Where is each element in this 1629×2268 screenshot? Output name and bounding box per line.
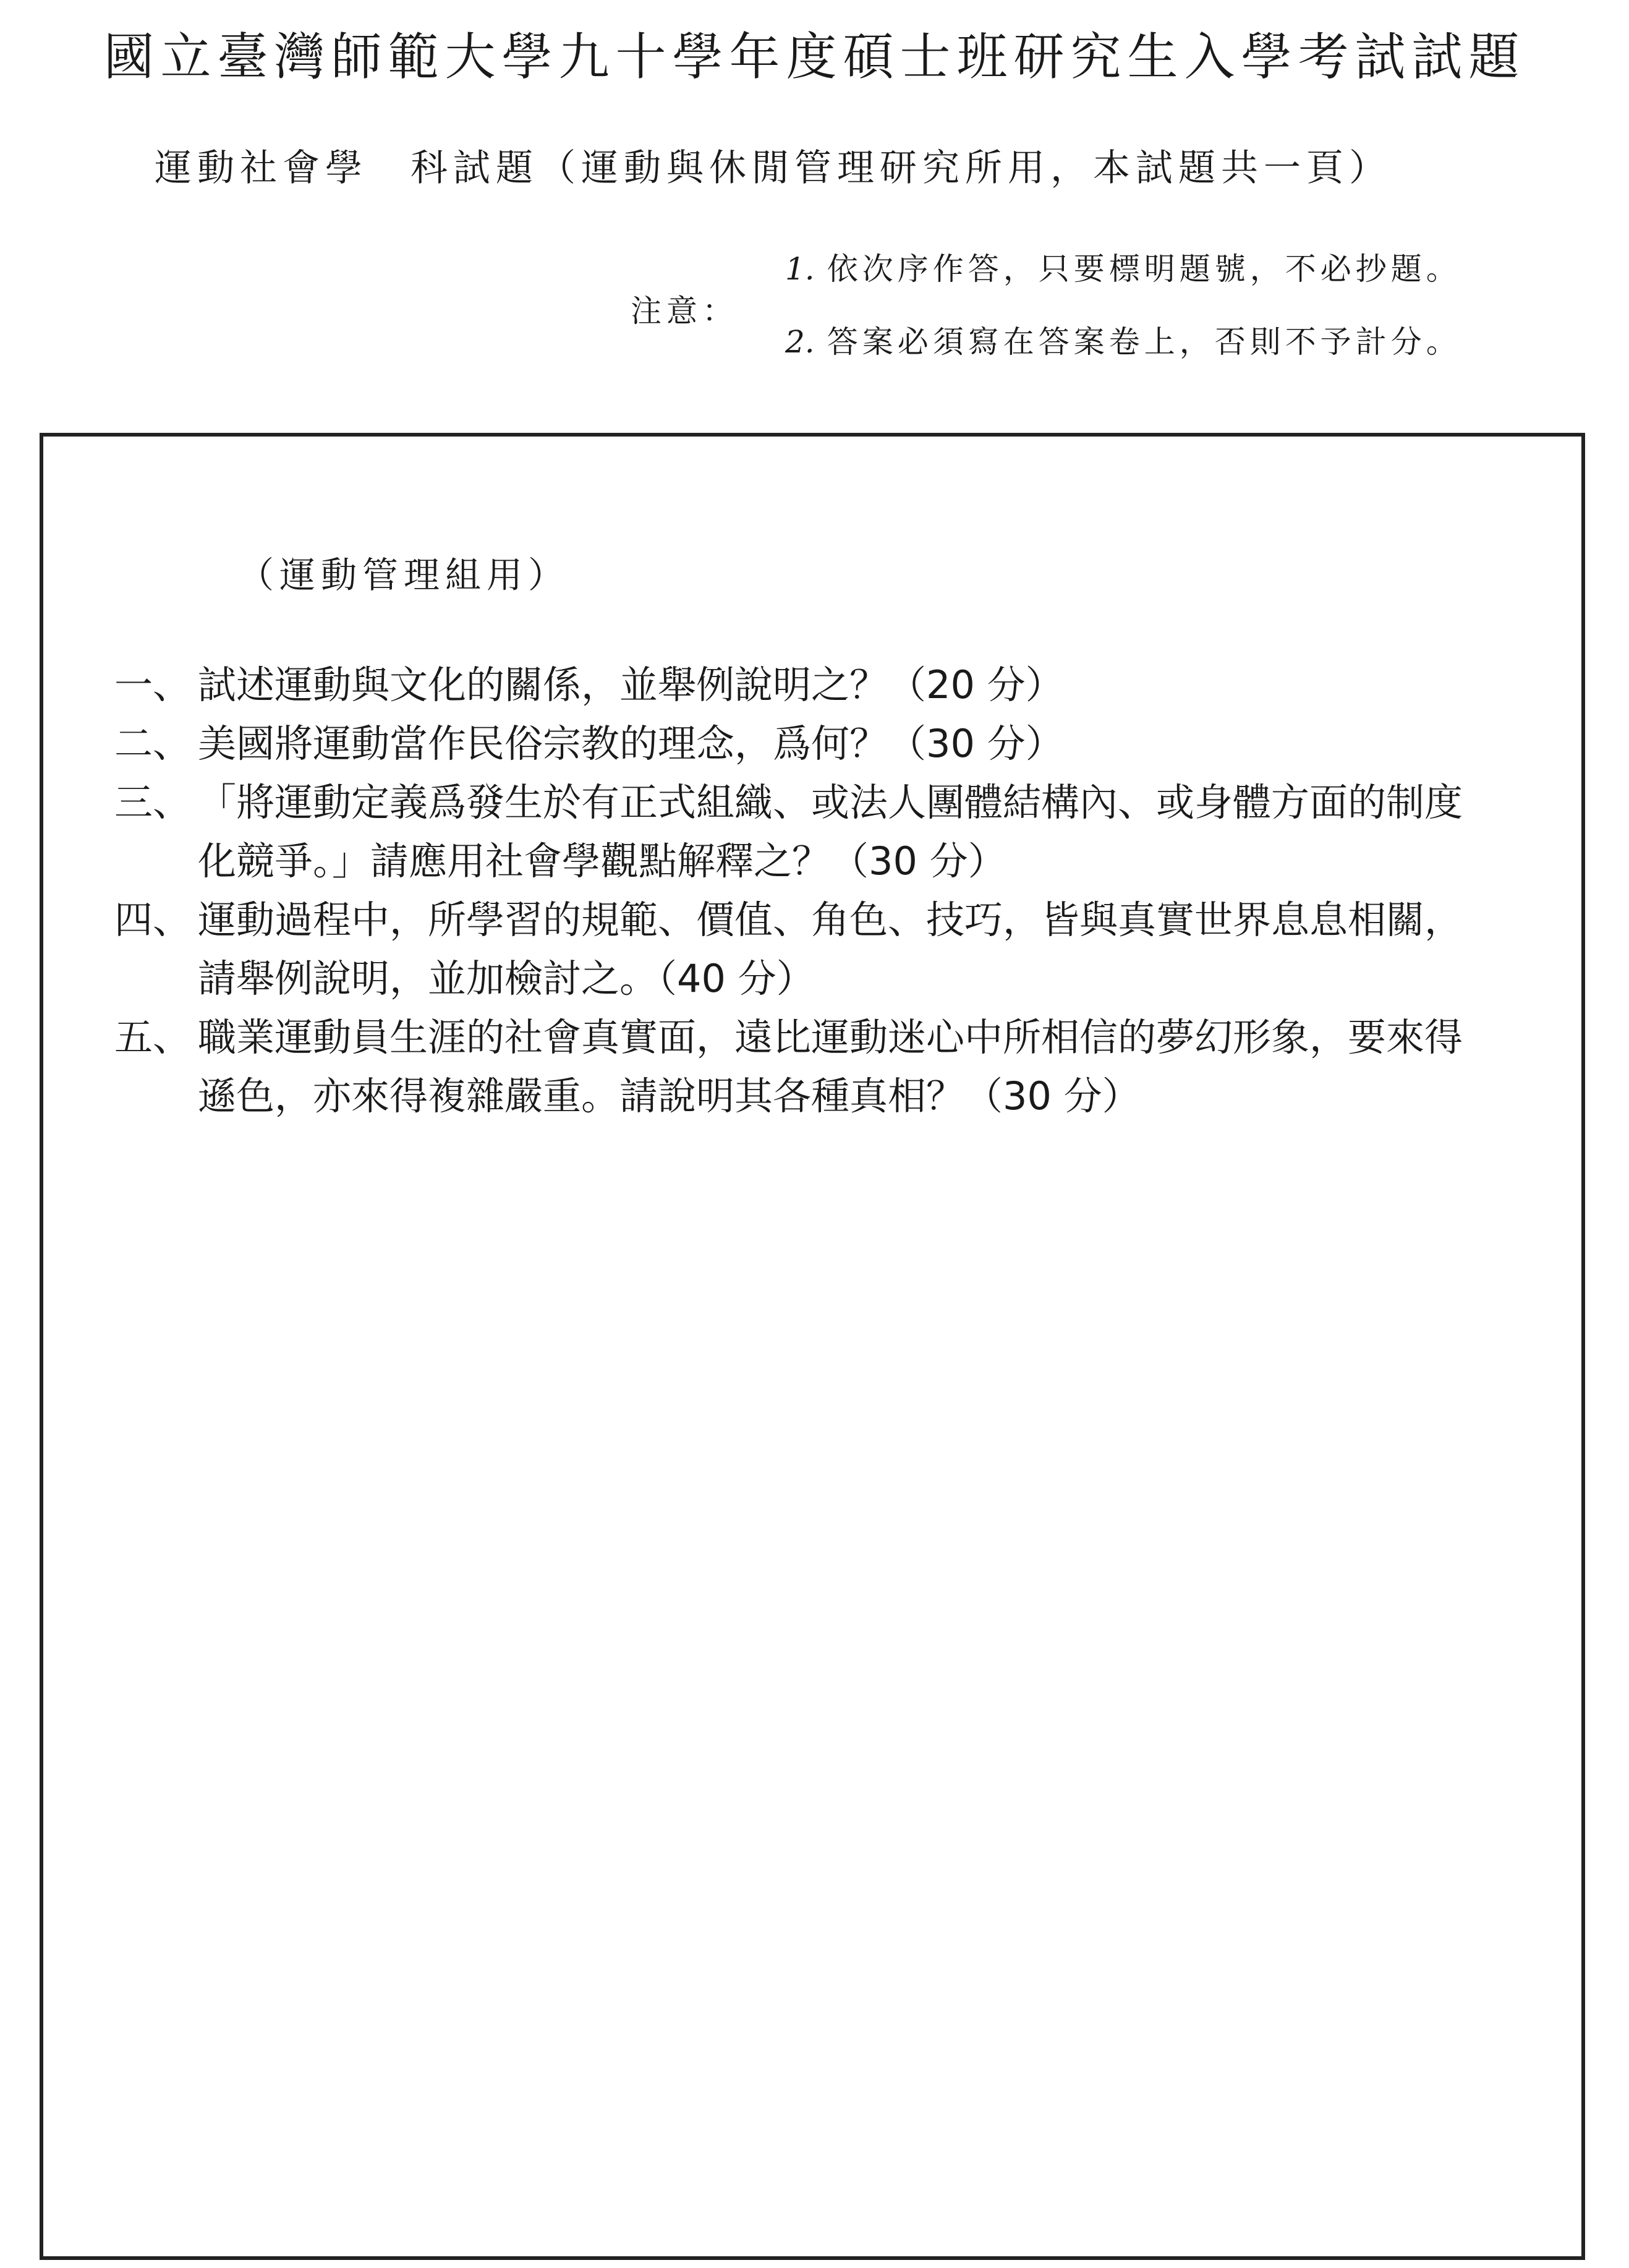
question-number: 一、 [114,662,192,707]
notice-label: 注意： [631,293,738,329]
question-number: 四、 [114,897,192,942]
question-item [114,773,1524,890]
question-item [114,714,1524,773]
notice-number: 1. [785,251,815,287]
group-label: （運動管理組用） [238,554,570,596]
notice-text: 答案必須寫在答案卷上，否則不予計分。 [827,324,1461,360]
question-text: 美國將運動當作民俗宗教的理念，爲何？（30 分） [198,721,1064,766]
question-item [114,655,1524,714]
question-item [114,1008,1524,1125]
notice-text: 依次序作答，只要標明題號，不必抄題。 [827,251,1461,287]
question-list [114,655,1524,1125]
notice-item [785,320,1461,393]
notice-item [785,247,1461,320]
question-number: 三、 [114,780,192,825]
question-text: 職業運動員生涯的社會真實面，遠比運動迷心中所相信的夢幻形象，要來得 遜色，亦來得複雜嚴重。請說明其各種真相？（30 分） [198,1015,1463,1119]
question-text: 「將運動定義爲發生於有正式組織、或法人團體結構內、或身體方面的制度 化競爭。」請應用社會學觀點解釋之？（30 分） [198,780,1463,884]
notice-list [785,247,1461,393]
question-text: 運動過程中，所學習的規範、價值、角色、技巧，皆與真實世界息息相關， 請舉例說明，並加檢討之。（40 分） [198,897,1463,1001]
question-number: 五、 [114,1015,192,1060]
exam-title: 國立臺灣師範大學九十學年度碩士班研究生入學考試試題 [103,28,1526,87]
question-text: 試述運動與文化的關係，並舉例說明之？（20 分） [198,662,1064,707]
exam-subtitle: 運動社會學 科試題（運動與休閒管理研究所用，本試題共一頁） [155,147,1392,190]
question-item [114,890,1524,1008]
notice-number: 2. [785,324,815,360]
question-number: 二、 [114,721,192,766]
